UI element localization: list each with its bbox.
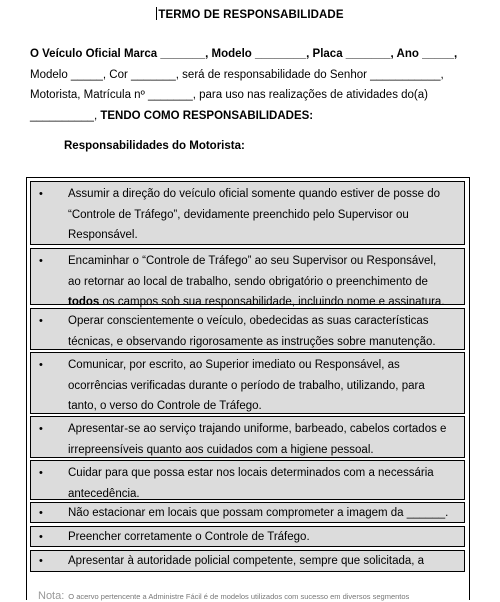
section-title: Responsabilidades do Motorista: [64, 140, 245, 152]
responsibility-text [68, 311, 458, 352]
responsibility-item-4 [30, 352, 465, 414]
responsibility-text [68, 251, 458, 313]
bullet-icon: • [39, 359, 43, 371]
responsibility-line: Encaminhar o “Controle de Tráfego” ao seu Supervisor ou Responsável, [68, 255, 437, 267]
intro-paragraph [30, 44, 478, 126]
intro-line-4-bold: TENDO COMO RESPONSABILIDADES: [100, 109, 314, 122]
responsibility-line: Operar conscientemente o veículo, obedecidas as suas características [68, 315, 429, 327]
footer-note [38, 590, 409, 602]
footer-note-text: O acervo pertencente a Administre Fácil é de modelos utilizados com sucesso em diversos segmentos [68, 592, 410, 601]
responsibility-line: Responsável. [68, 229, 138, 241]
document-title: TERMO DE RESPONSABILIDADE [158, 9, 344, 21]
responsibility-item-6 [30, 460, 465, 500]
responsibility-item-8 [30, 526, 465, 547]
bullet-icon: • [39, 507, 43, 519]
responsibility-line: ao retornar ao local de trabalho, sendo obrigatório o preenchimento de [68, 275, 428, 288]
intro-line-3: Motorista, Matrícula nº _______, para uso nas realizações de atividades do(a) [30, 89, 428, 101]
intro-line-4 [30, 106, 478, 127]
responsibility-text [68, 184, 458, 246]
responsibility-line: Preencher corretamente o Controle de Tráfego. [68, 531, 310, 543]
responsibility-line: tanto, o verso do Controle de Tráfego. [68, 400, 262, 412]
responsibility-line: Não estacionar em locais que possam comprometer a imagem da ______. [68, 507, 449, 519]
responsibility-text [68, 503, 458, 524]
responsibility-line: Apresentar à autoridade policial competente, sempre que solicitada, a [68, 555, 425, 567]
responsibility-line: Cuidar para que possa estar nos locais determinados com a necessária [68, 467, 434, 479]
responsibility-line: “Controle de Tráfego”, devidamente preenchido pelo Supervisor ou [68, 208, 409, 221]
footer-note-label: Nota: [38, 590, 65, 602]
responsibility-line-rest: os campos sob sua responsabilidade, incluindo nome e assinatura. [99, 296, 445, 308]
responsibility-item-1 [30, 181, 465, 245]
responsibility-item-2 [30, 248, 465, 308]
responsibility-item-5 [30, 416, 465, 458]
bullet-icon: • [39, 188, 43, 200]
bullet-icon: • [39, 555, 43, 567]
responsibility-text [68, 355, 458, 417]
responsibility-item-3 [30, 308, 465, 350]
intro-line-2: Modelo _____, Cor _______, será de responsabilidade do Senhor ___________, [30, 68, 444, 81]
bullet-icon: • [39, 315, 43, 327]
emphasis-word: todos [68, 296, 100, 308]
responsibility-line: irrepreensíveis quanto aos cuidados com a higiene pessoal. [68, 443, 374, 456]
bullet-icon: • [39, 467, 43, 479]
responsibility-text [68, 419, 458, 460]
responsibility-item-7 [30, 502, 465, 523]
document-title-row [0, 7, 500, 21]
intro-line-4-prefix: __________, [30, 109, 98, 122]
bullet-icon: • [39, 255, 43, 267]
responsibility-line: antecedência. [68, 487, 140, 500]
bullet-icon: • [39, 423, 43, 435]
responsibility-line: técnicas, e observando rigorosamente as instruções sobre manutenção. [68, 335, 436, 348]
responsibility-line: Comunicar, por escrito, ao Superior imediato ou Responsável, as [68, 359, 400, 371]
responsibility-text [68, 463, 458, 504]
responsibility-text [68, 527, 458, 548]
responsibility-line: Apresentar-se ao serviço trajando uniforme, barbeado, cabelos cortados e [68, 423, 447, 435]
responsibility-line: ocorrências verificadas durante o período de trabalho, utilizando, para [68, 379, 425, 392]
responsibility-line: Assumir a direção do veículo oficial somente quando estiver de posse do [68, 188, 441, 200]
responsibilities-frame [26, 177, 470, 600]
responsibility-text [68, 551, 458, 572]
intro-line-1: O Veículo Oficial Marca _______, Modelo ________, Placa _______, Ano _____, [30, 48, 458, 60]
bullet-icon: • [39, 531, 43, 543]
responsibility-item-9 [30, 550, 465, 572]
